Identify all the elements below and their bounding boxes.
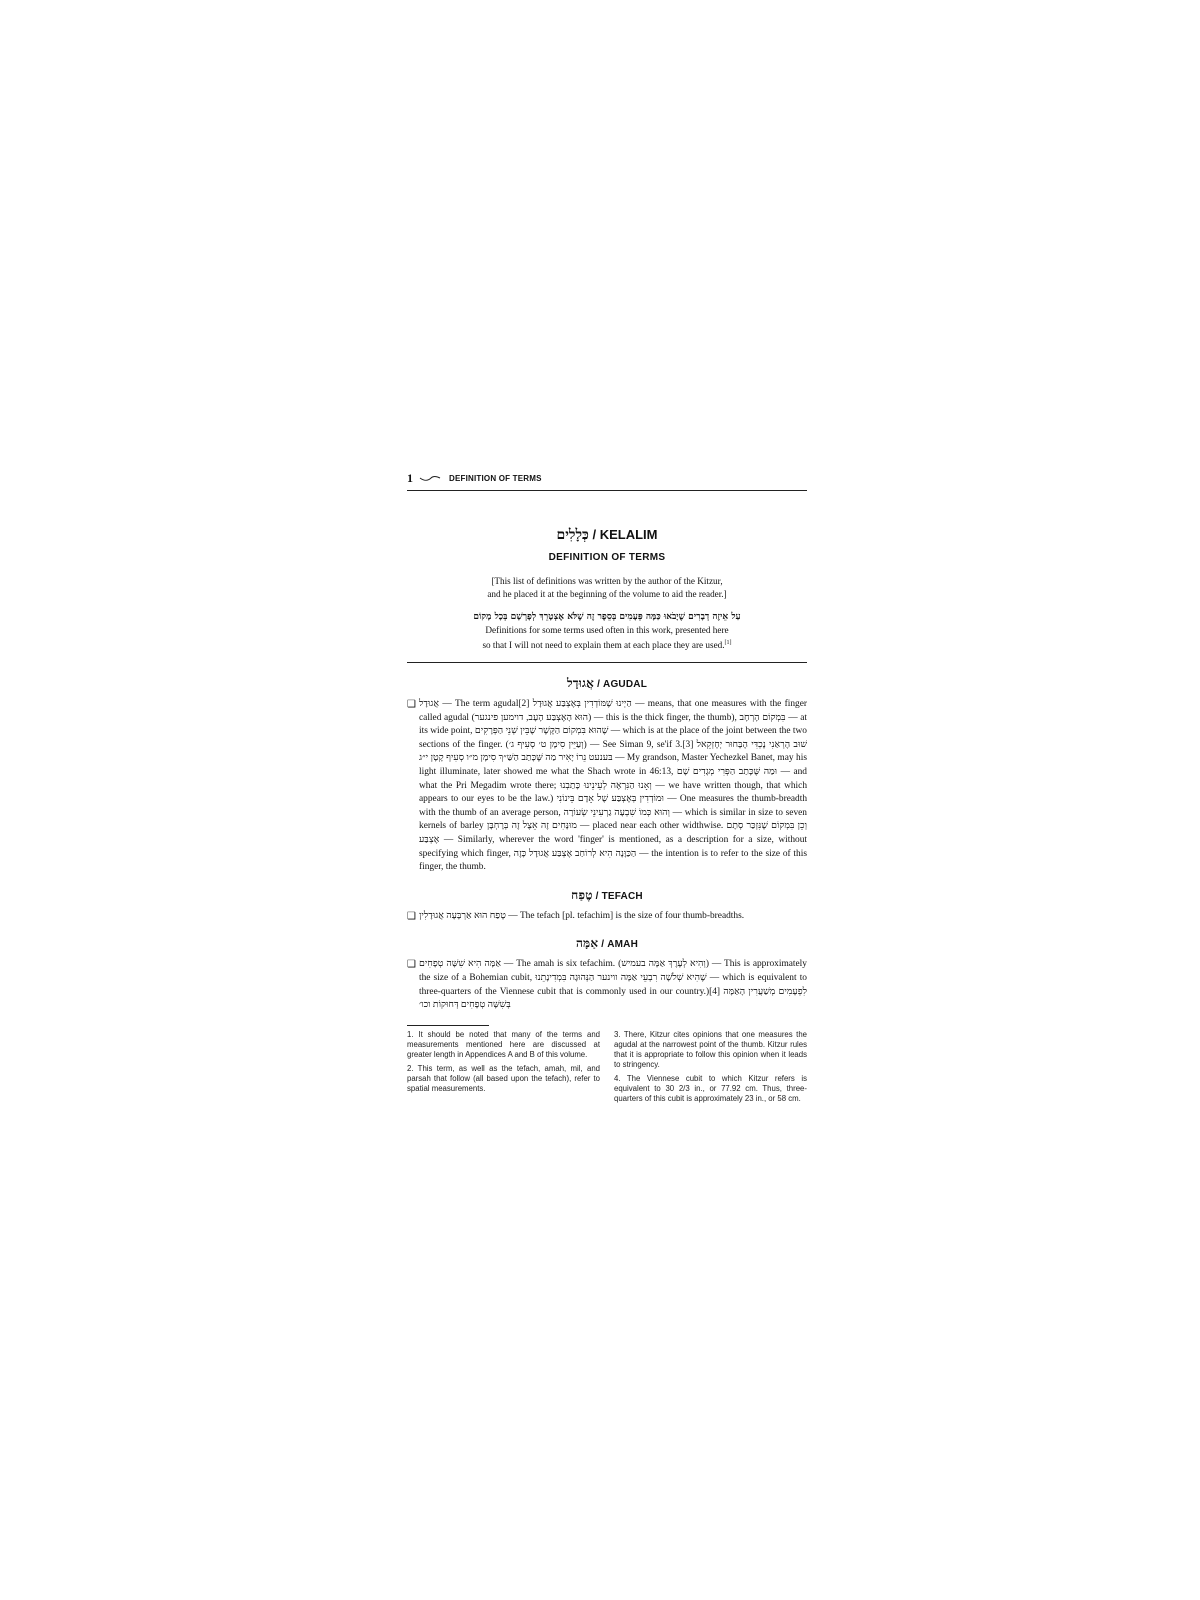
section-heading-agudal bbox=[407, 676, 807, 691]
footnote-divider bbox=[407, 1025, 489, 1026]
definition-text: אֲגוּדָל — The term agudal[2] הַיְינוּ שֶׁמּוֹדְדִין בְּאֶצְבַּע אֲגוּדָל — means, that one measures with the finger called agudal (הוּא הָאֶצְבַּע הָעָב, דוימען פינגער) — this is the thick finger, the thumb), בִּמְקוֹם הָרְחָב — at its wide point, שֶׁהוּא בִּמְקוֹם הַקֶּשֶׁר שֶׁבֵּין שְׁנֵי הַפְּרָקִים — which is at the place of the joint between the two sections of the finger. (וְעַיֵּין סִימָן ט׳ סְעִיף ג׳) — See Siman 9, se'if 3.[3] שׁוּב הֶרְאַנִי נֶכְדִּי הֶבָּחוּר יְחֶזְקֵאל בּענעט נֵרוֹ יָאִיר מַה שֶּׁכָּתַב הַשַּׁ״ךְ סִימָן מ״ו סְעִיף קָטָן י״ג — My grandson, Master Yechezkel Banet, may his light illuminate, later showed me what the Shach wrote in 46:13, וּמַה שֶּׁכָּתַב הַפְּרִי מְגָדִים שָׁם — and what the Pri Megadim wrote there; וְאָנוּ הַנִּרְאֶה לְעֵינֵינוּ כָּתַבְנוּ — we have written though, that which appears to our eyes to be the law.) וּמוֹדְדִין בְּאֶצְבַּע שֶׁל אָדָם בֵּינוֹנִי — One measures the thumb-breadth with the thumb of an average person, וְהוּא כְּמוֹ שִׁבְעָה גַרְעִינֵי שְׂעוֹרָה — which is similar in size to seven kernels of barley מוּנָּחִים זֶה אֵצֶל זֶה בְּרָחְבָּן — placed near each other widthwise. וְכֵן בִּמְקוֹם שֶׁנִּזְכַּר סְתָם אֶצְבַּע — Similarly, wherever the word 'finger' is mentioned, as a description for a size, without specifying which finger, הַכַּוָּנָה הִיא לְרוֹחַב אֶצְבַּע אֲגוּדָל כָּזֶה — the intention is to refer to the size of this finger, the thumb. bbox=[419, 699, 808, 873]
footnotes bbox=[407, 1030, 807, 1108]
section-heading-english: / AMAH bbox=[601, 939, 639, 951]
running-header bbox=[407, 470, 807, 491]
footnote: 2. This term, as well as the tefach, amah, mil, and parsah that follow (all based upon the tefach), refer to spatial measurements. bbox=[407, 1063, 600, 1093]
page-number: 1 bbox=[407, 470, 413, 485]
divider bbox=[407, 662, 807, 663]
checkbox-bullet-icon: ❑ bbox=[407, 699, 416, 711]
intro-line: so that I will not need to explain them at each place they are used. bbox=[482, 640, 725, 651]
footnote-ref: [1] bbox=[724, 640, 732, 646]
section-heading-hebrew: אַמָּה bbox=[575, 936, 599, 951]
section-heading-english: / AGUDAL bbox=[597, 679, 648, 691]
definition-text: טֶפַח הוּא אַרְבָּעָה אֲגוּדָלִין — The tefach [pl. tefachim] is the size of four thumb-breadths. bbox=[419, 910, 745, 921]
checkbox-bullet-icon: ❑ bbox=[407, 959, 416, 971]
definition-entry bbox=[407, 958, 807, 1012]
editor-note-line: [This list of definitions was written by the author of the Kitzur, bbox=[491, 576, 723, 586]
intro-hebrew: עַל אֵיזֶה דְבָרִים שֶׁיָבֹאוּ כַּמָּה פְּעָמִים בְּסֵפֶר זֶה שֶׁלֹּא אֶצְטָרֵךְ לְפָרְשָׁם בְּכָל מָקוֹם bbox=[473, 612, 741, 622]
title-hebrew: כְּלָלִים bbox=[556, 527, 589, 543]
footnote: 1. It should be noted that many of the terms and measurements mentioned here are discussed at greater length in Appendices A and B of this volume. bbox=[407, 1029, 600, 1059]
section-heading-hebrew: אֲגוּדָל bbox=[566, 676, 595, 691]
section-heading-english: / TEFACH bbox=[595, 890, 643, 902]
intro-line-2 bbox=[407, 637, 807, 652]
page-subtitle: DEFINITION OF TERMS bbox=[548, 552, 666, 563]
flourish-ornament-icon bbox=[419, 474, 441, 482]
section-heading-tefach bbox=[407, 888, 807, 903]
running-title: DEFINITION OF TERMS bbox=[449, 473, 542, 483]
page-title bbox=[407, 527, 807, 544]
definition-entry bbox=[407, 910, 807, 924]
footnote-column bbox=[407, 1030, 600, 1108]
checkbox-bullet-icon: ❑ bbox=[407, 910, 416, 922]
intro-block bbox=[407, 611, 807, 652]
title-english: / KELALIM bbox=[592, 527, 658, 542]
section-heading-hebrew: טֶפַח bbox=[571, 887, 593, 902]
book-page bbox=[407, 470, 807, 1108]
editor-note bbox=[407, 575, 807, 601]
intro-line: Definitions for some terms used often in this work, presented here bbox=[485, 625, 729, 635]
footnote-column bbox=[614, 1030, 807, 1108]
definition-text: אַמָּה הִיא שִׁשָּׁה טְפָחִים — The amah is six tefachim. (וְהִיא לְעֶרֶךְ אַמָּה בעמיש) — This is approximately the size of a Bohemian cubit, שֶׁהִיא שְׁלֹשָׁה רִבְעֵי אַמָּה ווינער הַנְּהוּגָה בִּמְדִינָתֵנוּ — which is equivalent to three-quarters of the Viennese cubit that is commonly used in our country.)[4] לִפְעָמִים מְשַׁעֲרִין הָאַמָּה בְּשִׁשָּׁה טְפָחִים דְּחוּקוֹת וכו׳ bbox=[419, 959, 807, 1011]
editor-note-line: and he placed it at the beginning of the volume to aid the reader.] bbox=[487, 589, 727, 599]
footnote: 3. There, Kitzur cites opinions that one measures the agudal at the narrowest point of the thumb. Kitzur rules that it is appropriate to follow this opinion when it leads to stringency. bbox=[614, 1029, 807, 1069]
section-heading-amah bbox=[407, 936, 807, 951]
definition-entry bbox=[407, 698, 807, 875]
footnote: 4. The Viennese cubit to which Kitzur refers is equivalent to 30 2/3 in., or 77.92 cm. Thus, three-quarters of this cubit is approximately 23 in., or 58 cm. bbox=[614, 1073, 807, 1103]
